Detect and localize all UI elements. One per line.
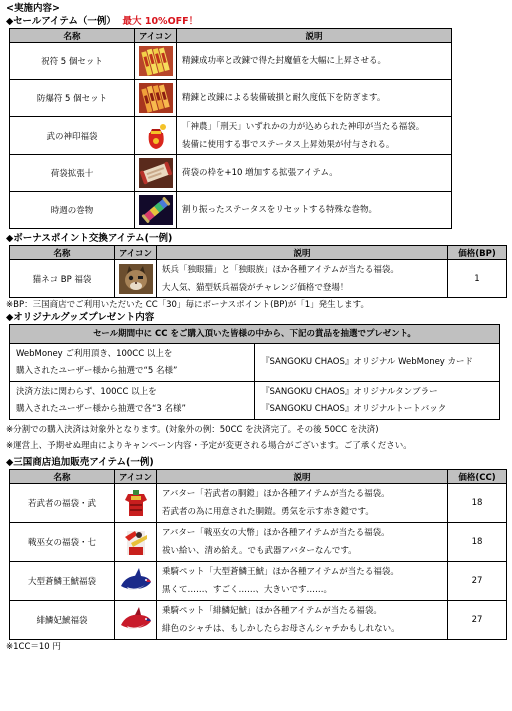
goods-prize: 『SANGOKU CHAOS』オリジナル WebMoney カード — [261, 357, 474, 367]
shop-heading: ◆三国商店追加販売アイテム(一例) — [6, 457, 154, 468]
item-desc: 割り振ったステータスをリセットする特殊な巻物。 — [182, 205, 377, 215]
item-desc: 祓い給い、清め給え。でも武器アバターなんです。 — [162, 546, 357, 556]
item-price: 18 — [448, 523, 507, 562]
table-row — [10, 344, 500, 382]
yellow-talisman-icon — [139, 46, 173, 76]
item-desc: 乗騎ペット「大型蒼鱗王鯱」ほか各種アイテムが当たる福袋。 — [162, 567, 399, 577]
table-row — [10, 601, 507, 640]
item-desc: 装備に使用する事でステータス上昇効果が付与される。 — [182, 139, 395, 150]
currency-footnote: ※1CC＝10 円 — [6, 642, 61, 652]
armor-icon — [119, 488, 153, 518]
item-desc: 精錬と改錬による装備破損と耐久度低下を防ぎます。 — [182, 93, 386, 103]
item-name: 戦巫女の福袋・七 — [10, 523, 115, 562]
table-row — [10, 562, 507, 601]
table-row — [10, 192, 452, 229]
item-desc: 若武者の為に用意された胴鎧。勇気を示す赤き鎧です。 — [162, 507, 374, 517]
table-row — [10, 80, 452, 117]
item-name: 武の神印福袋 — [10, 117, 135, 155]
cat-icon — [119, 264, 153, 294]
item-price: 1 — [448, 260, 507, 298]
table-row — [10, 43, 452, 80]
col-header-price: 価格(CC) — [448, 470, 507, 484]
item-price: 27 — [448, 562, 507, 601]
sale-discount-label: 最大 10%OFF！ — [122, 16, 199, 27]
item-name: 緋鱗妃鯱福袋 — [10, 601, 115, 640]
item-name: 防爆符 5 個セット — [10, 80, 135, 117]
sale-items-table — [9, 28, 452, 229]
col-header-price: 価格(BP) — [448, 246, 507, 260]
item-desc: 大人気、猫型妖兵福袋がチャレンジ価格で登場！ — [162, 282, 349, 293]
sale-heading-label: ◆セールアイテム（一例） — [6, 16, 116, 27]
orange-talisman-icon — [139, 83, 173, 113]
item-desc: 妖兵「独眼猫」と「独眼族」ほか各種アイテムが当たる福袋。 — [162, 264, 399, 275]
rainbow-scroll-icon — [139, 195, 173, 225]
table-row — [10, 117, 452, 155]
bonus-note: ※BP：三国商店でご利用いただいた CC「30」毎にボーナスポイント(BP)が「1」発生します。 — [6, 300, 369, 310]
goods-condition: WebMoney ご利用頂き、100CC 以上を — [16, 348, 173, 359]
section-main-heading: <実施内容> — [6, 3, 60, 14]
item-name: 猫ネコ BP 福袋 — [10, 260, 115, 298]
col-header-desc: 説明 — [177, 29, 452, 43]
col-header-name: 名称 — [10, 470, 115, 484]
table-row — [10, 155, 452, 192]
item-desc: アバター「若武者の胴鎧」ほか各種アイテムが当たる福袋。 — [162, 489, 390, 499]
item-name: 祝符 5 個セット — [10, 43, 135, 80]
col-header-name: 名称 — [10, 246, 115, 260]
table-row — [10, 382, 500, 420]
table-row — [10, 523, 507, 562]
table-row — [10, 484, 507, 523]
goods-note: ※分割での購入決済は対象外となります。(対象外の例：50CC を決済完了。その後 50CC を決済) — [6, 425, 379, 435]
item-name: 若武者の福袋・武 — [10, 484, 115, 523]
bonus-heading: ◆ボーナスポイント交換アイテム(一例) — [6, 233, 173, 244]
item-name: 時週の巻物 — [10, 192, 135, 229]
item-desc: 黒くて……、すごく……、大きいです……。 — [162, 585, 333, 595]
shrine-maiden-icon — [119, 527, 153, 557]
goods-condition: 購入されたユーザー様から抽選で“5 名様” — [16, 365, 178, 376]
goods-condition: 購入されたユーザー様から抽選で各“3 名様” — [16, 403, 186, 414]
goods-table — [9, 324, 500, 420]
col-header-desc: 説明 — [157, 246, 448, 260]
goods-note: ※運営上、予期せぬ理由によりキャンペーン内容・予定が変更される場合がございます。ご了承ください。 — [6, 441, 412, 451]
shop-items-table — [9, 469, 507, 640]
item-name: 大型蒼鱗王鯱福袋 — [10, 562, 115, 601]
scroll-icon — [139, 158, 173, 188]
item-desc: 精錬成功率と改錬で得た封魔値を大幅に上昇させる。 — [182, 56, 387, 66]
goods-prize: 『SANGOKU CHAOS』オリジナルタンブラー — [261, 386, 438, 397]
col-header-name: 名称 — [10, 29, 135, 43]
bonus-table-header — [10, 246, 507, 260]
table-row — [10, 260, 507, 298]
goods-table-header: セール期間中に CC をご購入頂いた皆様の中から、下記の賞品を抽選でプレゼント。 — [10, 325, 500, 344]
goods-condition: 決済方法に関わらず、100CC 以上を — [16, 386, 157, 397]
red-orca-icon — [119, 605, 153, 635]
blue-orca-icon — [119, 566, 153, 596]
sale-heading — [6, 15, 508, 28]
lucky-bag-icon — [139, 121, 173, 151]
col-header-desc: 説明 — [157, 470, 448, 484]
item-price: 27 — [448, 601, 507, 640]
bonus-items-table — [9, 245, 507, 298]
col-header-icon: アイコン — [135, 29, 177, 43]
item-price: 18 — [448, 484, 507, 523]
col-header-icon: アイコン — [115, 470, 157, 484]
item-name: 荷袋拡張十 — [10, 155, 135, 192]
item-desc: 「神農」「刑天」いずれかの力が込められた神印が当たる福袋。 — [182, 121, 425, 132]
item-desc: 荷袋の枠を+10 増加する拡張アイテム。 — [182, 168, 338, 178]
item-desc: アバター「戦巫女の大幣」ほか各種アイテムが当たる福袋。 — [162, 528, 390, 538]
goods-heading: ◆オリジナルグッズプレゼント内容 — [6, 312, 155, 323]
item-desc: 緋色のシャチは、もしかしたらお母さんシャチかもしれない。 — [162, 624, 400, 634]
shop-table-header — [10, 470, 507, 484]
col-header-icon: アイコン — [115, 246, 157, 260]
sale-table-header — [10, 29, 452, 43]
goods-prize: 『SANGOKU CHAOS』オリジナルトートバック — [261, 403, 447, 414]
item-desc: 乗騎ペット「緋鱗妃鯱」ほか各種アイテムが当たる福袋。 — [162, 606, 382, 616]
